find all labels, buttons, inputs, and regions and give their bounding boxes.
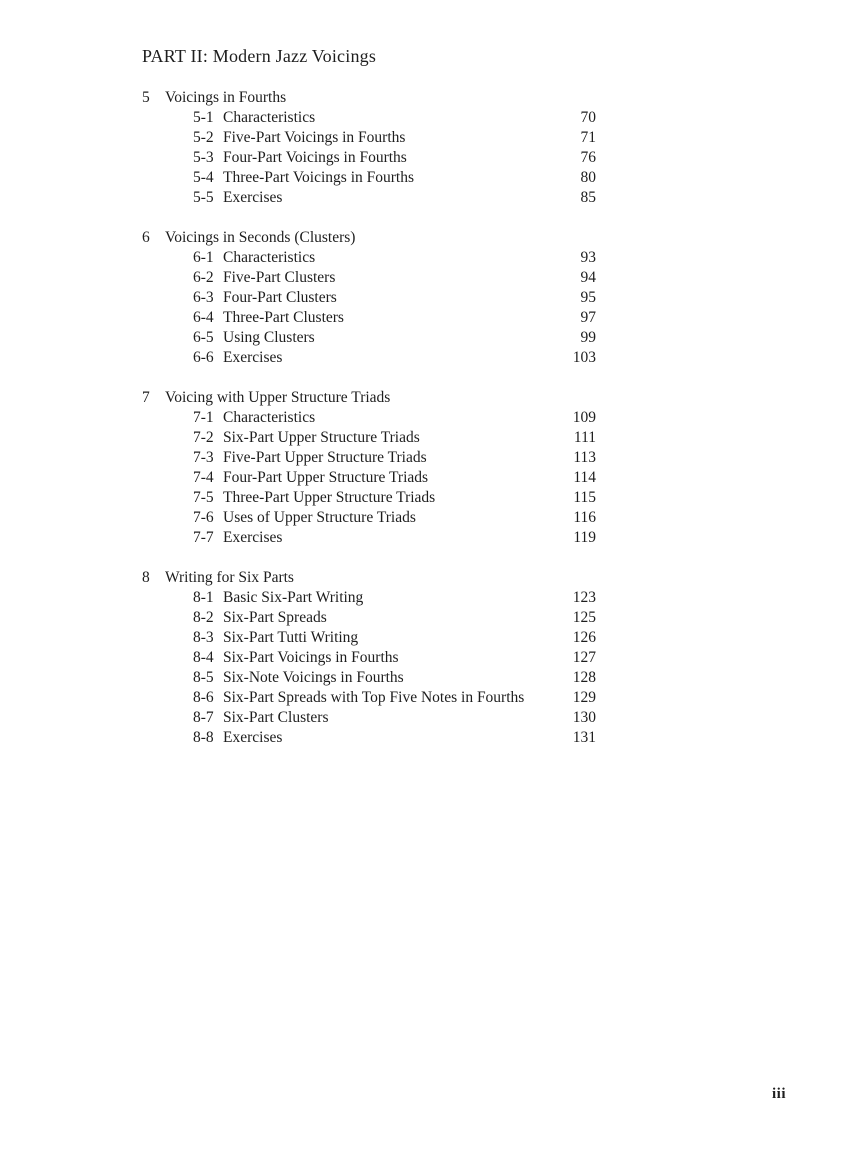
entry-label: Five-Part Upper Structure Triads (223, 449, 427, 466)
toc-entry (142, 408, 596, 428)
entry-label: Four-Part Upper Structure Triads (223, 469, 429, 486)
toc-entry (142, 588, 596, 608)
toc-entry (142, 708, 596, 728)
entry-page-number: 76 (580, 149, 596, 166)
toc-entry (142, 108, 596, 128)
entry-label: Basic Six-Part Writing (223, 589, 364, 606)
toc-entry (142, 248, 596, 268)
page-title: PART II: Modern Jazz Voicings (142, 46, 377, 66)
chapter-number: 6 (142, 229, 150, 246)
chapter-items (142, 248, 596, 368)
entry-number: 5-4 (193, 169, 214, 186)
toc-entry (142, 628, 596, 648)
entry-page-number: 94 (580, 269, 596, 286)
toc-entry (142, 128, 596, 148)
chapter-heading (142, 388, 596, 408)
entry-number: 5-1 (193, 109, 214, 126)
entry-number: 7-2 (193, 429, 214, 446)
chapter-number: 5 (142, 89, 150, 106)
toc-entry (142, 148, 596, 168)
entry-label: Six-Part Spreads (223, 609, 327, 626)
folio-page-number: iii (772, 1086, 787, 1102)
toc-entry (142, 268, 596, 288)
chapter-title: Voicings in Fourths (165, 89, 287, 106)
entry-number: 8-2 (193, 609, 214, 626)
chapter-items (142, 588, 596, 748)
entry-label: Five-Part Voicings in Fourths (223, 129, 406, 146)
entry-page-number: 129 (572, 689, 596, 706)
entry-number: 8-6 (193, 689, 214, 706)
entry-label: Characteristics (223, 409, 316, 426)
entry-number: 8-8 (193, 729, 214, 746)
entry-page-number: 130 (572, 709, 596, 726)
entry-number: 6-6 (193, 349, 214, 366)
entry-number: 7-5 (193, 489, 214, 506)
entry-number: 8-4 (193, 649, 214, 666)
toc-entry (142, 608, 596, 628)
entry-page-number: 109 (572, 409, 596, 426)
entry-label: Exercises (223, 529, 283, 546)
entry-label: Characteristics (223, 249, 316, 266)
chapter-number: 7 (142, 389, 150, 406)
chapter-number: 8 (142, 569, 150, 586)
chapter-items (142, 408, 596, 548)
toc-entry (142, 428, 596, 448)
entry-number: 6-5 (193, 329, 214, 346)
toc-entry (142, 508, 596, 528)
entry-page-number: 71 (580, 129, 596, 146)
entry-label: Exercises (223, 729, 283, 746)
entry-number: 7-7 (193, 529, 214, 546)
entry-page-number: 93 (580, 249, 596, 266)
entry-page-number: 115 (573, 489, 596, 506)
entry-label: Three-Part Upper Structure Triads (223, 489, 436, 506)
chapter-items (142, 108, 596, 208)
entry-number: 5-2 (193, 129, 214, 146)
toc-entry (142, 668, 596, 688)
entry-label: Six-Part Spreads with Top Five Notes in Fourths (223, 689, 525, 706)
entry-label: Four-Part Voicings in Fourths (223, 149, 407, 166)
entry-number: 6-3 (193, 289, 214, 306)
toc (142, 88, 596, 768)
entry-page-number: 103 (572, 349, 596, 366)
entry-label: Exercises (223, 189, 283, 206)
toc-entry (142, 188, 596, 208)
toc-chapter (142, 228, 596, 368)
entry-page-number: 123 (572, 589, 596, 606)
entry-number: 6-4 (193, 309, 214, 326)
toc-entry (142, 308, 596, 328)
entry-label: Six-Part Clusters (223, 709, 329, 726)
entry-number: 7-1 (193, 409, 214, 426)
chapter-title: Voicings in Seconds (Clusters) (165, 229, 356, 246)
chapter-heading (142, 228, 596, 248)
entry-number: 7-6 (193, 509, 214, 526)
entry-page-number: 126 (572, 629, 596, 646)
entry-page-number: 125 (572, 609, 596, 626)
entry-number: 6-2 (193, 269, 214, 286)
entry-number: 7-3 (193, 449, 214, 466)
entry-page-number: 116 (573, 509, 596, 526)
entry-label: Five-Part Clusters (223, 269, 336, 286)
entry-number: 7-4 (193, 469, 214, 486)
entry-page-number: 128 (572, 669, 596, 686)
toc-entry (142, 648, 596, 668)
entry-label: Four-Part Clusters (223, 289, 337, 306)
entry-label: Six-Part Voicings in Fourths (223, 649, 399, 666)
toc-chapter (142, 568, 596, 748)
entry-label: Characteristics (223, 109, 316, 126)
entry-page-number: 111 (573, 429, 596, 446)
toc-entry (142, 488, 596, 508)
toc-entry (142, 168, 596, 188)
entry-label: Six-Part Upper Structure Triads (223, 429, 420, 446)
entry-page-number: 95 (580, 289, 596, 306)
toc-entry (142, 328, 596, 348)
toc-entry (142, 448, 596, 468)
toc-chapter (142, 388, 596, 548)
entry-label: Six-Note Voicings in Fourths (223, 669, 404, 686)
entry-number: 8-3 (193, 629, 214, 646)
chapter-title: Writing for Six Parts (165, 569, 294, 586)
entry-number: 8-1 (193, 589, 214, 606)
entry-page-number: 85 (580, 189, 596, 206)
entry-label: Three-Part Voicings in Fourths (223, 169, 415, 186)
entry-number: 5-3 (193, 149, 214, 166)
entry-label: Exercises (223, 349, 283, 366)
entry-number: 8-5 (193, 669, 214, 686)
toc-entry (142, 688, 596, 708)
chapter-heading (142, 568, 596, 588)
toc-entry (142, 348, 596, 368)
toc-entry (142, 468, 596, 488)
toc-entry (142, 728, 596, 748)
entry-label: Six-Part Tutti Writing (223, 629, 359, 646)
entry-page-number: 70 (580, 109, 596, 126)
entry-page-number: 80 (580, 169, 596, 186)
entry-page-number: 99 (580, 329, 596, 346)
entry-page-number: 114 (573, 469, 596, 486)
entry-number: 8-7 (193, 709, 214, 726)
entry-page-number: 97 (580, 309, 596, 326)
entry-page-number: 113 (573, 449, 596, 466)
entry-label: Three-Part Clusters (223, 309, 344, 326)
entry-page-number: 119 (573, 529, 596, 546)
entry-page-number: 131 (572, 729, 596, 746)
toc-chapter (142, 88, 596, 208)
chapter-title: Voicing with Upper Structure Triads (165, 389, 391, 406)
toc-entry (142, 288, 596, 308)
entry-page-number: 127 (572, 649, 596, 666)
entry-label: Using Clusters (223, 329, 315, 346)
toc-entry (142, 528, 596, 548)
entry-number: 6-1 (193, 249, 214, 266)
chapter-heading (142, 88, 596, 108)
entry-number: 5-5 (193, 189, 214, 206)
entry-label: Uses of Upper Structure Triads (223, 509, 416, 526)
